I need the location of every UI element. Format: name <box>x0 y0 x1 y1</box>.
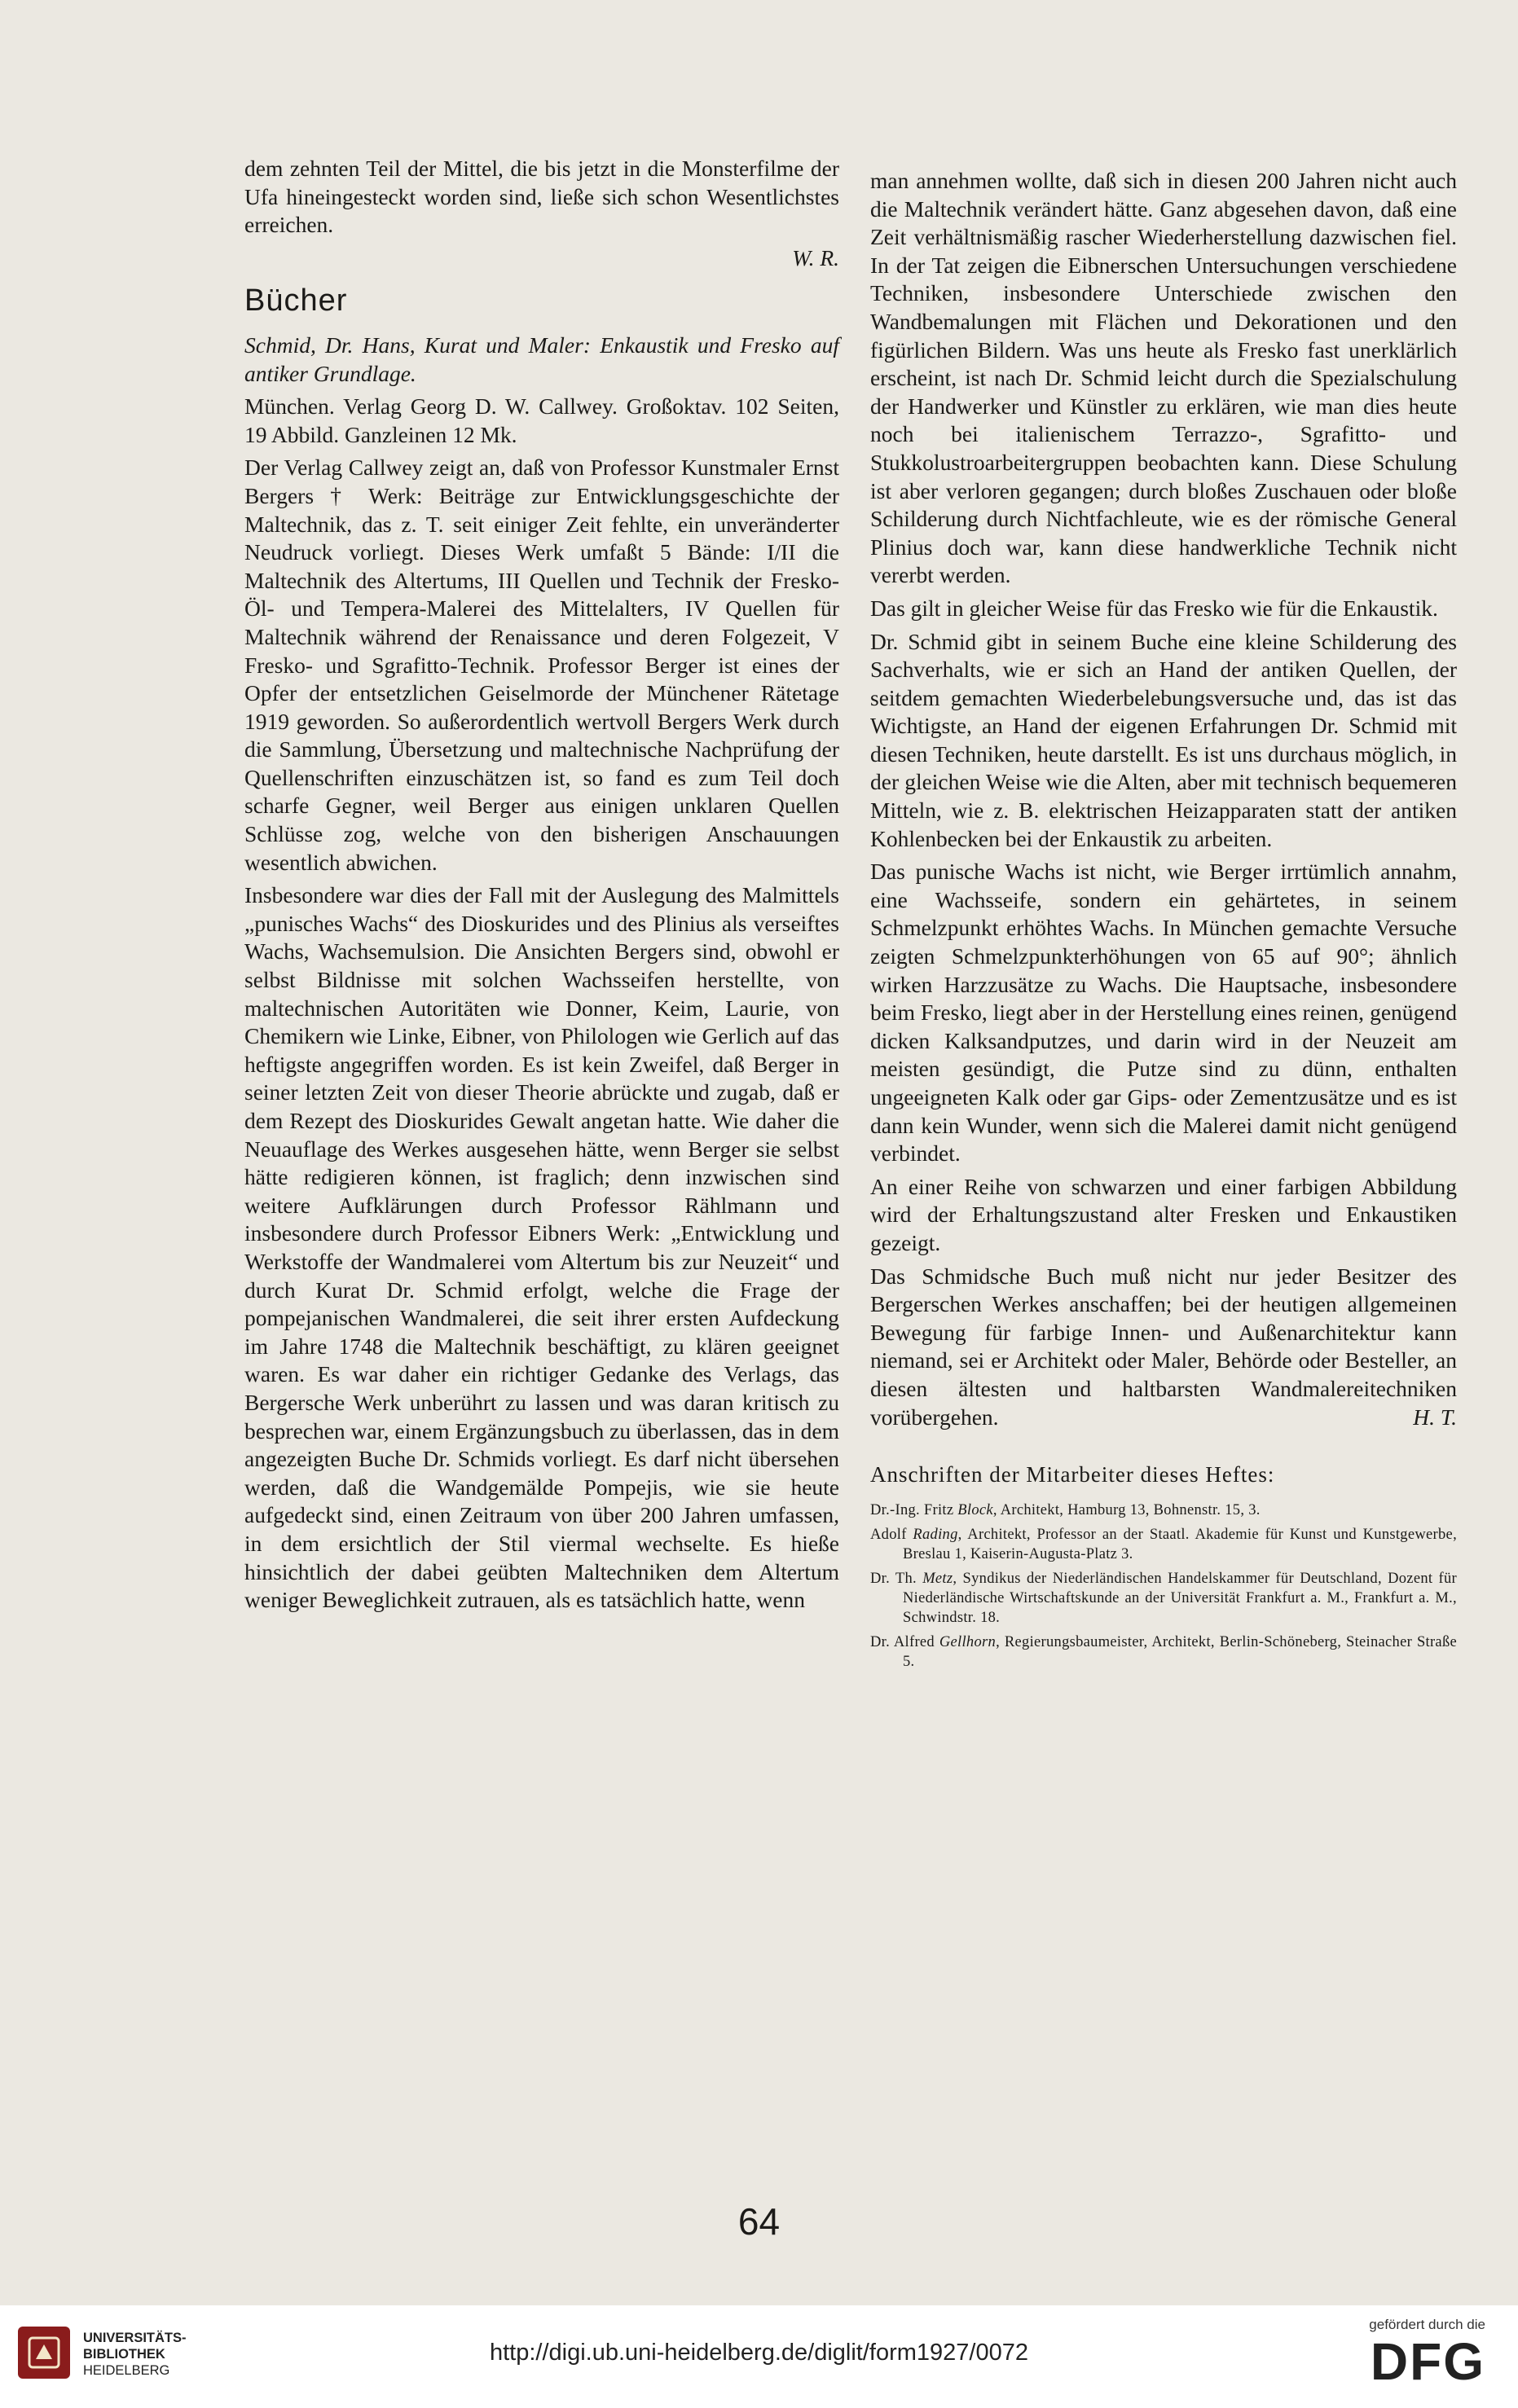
body-paragraph: Das gilt in gleicher Weise für das Fresko wie für die Enkaustik. <box>870 595 1438 621</box>
body-paragraph: An einer Reihe von schwarzen und einer farbigen Abbildung wird der Erhaltungszustand alter Fresken und Enkaustiken gezeigt. <box>870 1173 1457 1255</box>
final-paragraph <box>870 1263 1457 1432</box>
contributor-name: Rading <box>913 1526 958 1543</box>
contributor-name: Metz <box>922 1570 953 1587</box>
section-heading: Bücher <box>244 283 348 319</box>
contributor-details: , Architekt, Hamburg 13, Bohnenstr. 15, 3. <box>992 1501 1261 1518</box>
library-name-line: BIBLIOTHEK <box>83 2347 165 2362</box>
contributor-entry <box>870 1525 1457 1564</box>
contributor-prefix: Dr.-Ing. Fritz <box>870 1501 954 1518</box>
right-column <box>870 167 1457 1676</box>
contributors-section <box>870 1461 1457 1672</box>
source-url-link[interactable]: http://digi.ub.uni-heidelberg.de/diglit/form1927/0072 <box>489 2340 1028 2366</box>
book-reference: Schmid, Dr. Hans, Kurat und Maler: Enkaustik und Fresko auf antiker Grundlage. <box>244 332 839 386</box>
body-paragraph: man annehmen wollte, daß sich in diesen 200 Jahren nicht auch die Maltechnik verändert hätte. Ganz abgesehen davon, daß eine Zeit verhältnismäßig rascher Wiederherstellung dazwischen fiel. In der Tat zeigen die Eibnerschen Untersuchungen verschiedene Techniken, insbesondere Unterschiede zwischen den Wandbemalungen mit Flächen und Dekorationen und den figürlichen Bildern. Was uns heute als Fresko fast unerklärlich erscheint, ist nach Dr. Schmid leicht durch die Spezialschulung der Handwerker und Künstler zu erklären, wie man dies heute noch bei italienischem Terrazzo-, Sgrafitto- und Stukkolustroarbeitergruppen beobachten kann. Diese Schulung ist aber verloren gegangen; durch bloßes Zuschauen oder bloße Schilderung durch Nichtfachleute, wie es der römische General Plinius doch war, kann diese handwerkliche Technik nicht vererbt werden. <box>870 168 1457 588</box>
left-column <box>244 155 839 1619</box>
contributor-entry <box>870 1569 1457 1628</box>
library-name-line: UNIVERSITÄTS- <box>83 2331 187 2345</box>
final-paragraph-text: Das Schmidsche Buch muß nicht nur jeder Besitzer des Bergerschen Werkes anschaffen; bei der heutigen allgemeinen Bewegung für farbige Innen- und Außenarchitektur kann niemand, sei er Architekt oder Maler, Behörde oder Besteller, an diesen ältesten und haltbarsten Wandmalereitechniken vorübergehen. <box>870 1263 1457 1430</box>
intro-signature: W. R. <box>792 244 839 270</box>
body-paragraph: Der Verlag Callwey zeigt an, daß von Professor Kunstmaler Ernst Bergers † Werk: Beiträge zur Entwicklungsgeschichte der Maltechnik, das z. T. seit einiger Zeit fehlte, ein unveränderter Neudruck vorliegt. Dieses Werk umfaßt 5 Bände: I/II die Maltechnik des Altertums, III Quellen und Technik der Fresko-Öl- und Tempera-Malerei des Mittelalters, IV Quellen für Maltechnik während der Renaissance und deren Folgezeit, V Fresko- und Sgrafitto-Technik. Professor Berger ist eines der Opfer der entsetzlichen Geiselmorde der Münchener Rätetage 1919 geworden. So außerordentlich wertvoll Bergers Werk durch die Sammlung, Übersetzung und maltechnische Nachprüfung der Quellenschriften einzuschätzen ist, so fand es zum Teil doch scharfe Gegner, weil Berger aus einigen unklaren Quellen Schlüsse zog, welche von den bisherigen Anschauungen wesentlich abwichen. <box>244 455 839 875</box>
body-paragraph: Das punische Wachs ist nicht, wie Berger irrtümlich annahm, eine Wachsseife, sondern ein gehärtetes, in seinem Schmelzpunkt erhöhtes Wachs. In München gemachte Versuche zeigten Schmelzpunkterhöhungen von 65 auf 90°; ähnlich wirken Harzzusätze zu Wachs. Die Hauptsache, insbesondere beim Fresko, liegt aber in der Herstellung eines reinen, genügend dicken Kalksandputzes, und darin wird in der Neuzeit am meisten gesündigt, die Putze sind zu dünn, enthalten ungeeigneten Kalk oder gar Gips- oder Zementzusätze und es ist dann kein Wunder, wenn sich die Malerei damit nicht genügend verbindet. <box>870 859 1457 1167</box>
body-paragraph: München. Verlag Georg D. W. Callwey. Großoktav. 102 Seiten, 19 Abbild. Ganzleinen 12 Mk. <box>244 393 839 447</box>
contributors-title: Anschriften der Mitarbeiter dieses Heftes: <box>870 1462 1275 1487</box>
contributor-entry <box>870 1632 1457 1672</box>
library-name-line: HEIDELBERG <box>83 2363 170 2378</box>
contributor-prefix: Adolf <box>870 1526 907 1543</box>
contributor-prefix: Dr. Th. <box>870 1570 917 1587</box>
contributor-details: , Syndikus der Niederländischen Handelskammer für Deutschland, Dozent für Niederländische Wirtschaftskunde an der Universität Frankfurt a. M., Frankfurt a. M., Schwindstr. 18. <box>903 1570 1457 1626</box>
contributor-entry <box>870 1501 1457 1520</box>
intro-paragraph: dem zehnten Teil der Mittel, die bis jetzt in die Monsterfilme der Ufa hineingesteckt worden sind, ließe sich schon Wesentlichstes erreichen. <box>244 156 839 238</box>
funding-text: gefördert durch die <box>1369 2317 1485 2332</box>
contributor-name: Block <box>957 1501 993 1518</box>
contributor-details: , Architekt, Professor an der Staatl. Akademie für Kunst und Kunstgewerbe, Breslau 1, Kaiserin-Augusta-Platz 3. <box>903 1526 1457 1562</box>
body-paragraph: Dr. Schmid gibt in seinem Buche eine kleine Schilderung des Sachverhalts, wie er sich an Hand der antiken Quellen, der seitdem gemachten Wiederbelebungsversuche und, das ist das Wichtigste, an Hand der eigenen Erfahrungen Dr. Schmid mit diesen Techniken, heute darstellt. Es ist uns durchaus möglich, in der gleichen Weise wie die Alten, aber mit technisch bequemeren Mitteln, wie z. B. elektrischen Heizapparaten statt der antiken Kohlenbecken bei der Enkaustik zu arbeiten. <box>870 628 1457 851</box>
final-signature: H. T. <box>1413 1404 1457 1430</box>
contributor-prefix: Dr. Alfred <box>870 1633 935 1650</box>
dfg-funding-logo[interactable] <box>1339 2317 1485 2390</box>
page-number: 64 <box>737 2200 781 2243</box>
contributor-details: , Regierungsbaumeister, Architekt, Berlin-Schöneberg, Steinacher Straße 5. <box>903 1633 1458 1670</box>
dfg-logo-text: DFG <box>1370 2332 1485 2391</box>
body-paragraph: Insbesondere war dies der Fall mit der Auslegung des Malmittels „punisches Wachs“ des Dioskurides und des Plinius als verseiftes Wachs, Wachsemulsion. Die Ansichten Bergers sind, obwohl er selbst Bildnisse mit solchen Wachsseifen herstellte, von maltechnischen Autoritäten wie Donner, Keim, Laurie, von Chemikern wie Linke, Eibner, von Philologen wie Gerlich auf das heftigste angegriffen worden. Es ist kein Zweifel, daß Berger in seiner letzten Zeit von dieser Theorie abrückte und zugab, daß er dem Rezept des Dioskurides Gewalt angetan hatte. Wie daher die Neuauflage des Werkes ausgesehen hätte, wenn Berger sie selbst hätte redigieren können, ist fraglich; denn inzwischen sind weitere Aufklärungen durch Professor Rählmann und insbesondere durch Professor Eibners Werk: „Entwicklung und Werkstoffe der Wandmalerei vom Altertum bis zur Neuzeit“ und durch Kurat Dr. Schmid erfolgt, welche die Frage der pompejanischen Wandmalerei, die seit ihrer ersten Aufdeckung im Jahre 1748 die Maltechnik beschäftigt, zu klären geeignet waren. Es war daher ein richtiger Gedanke des Verlags, das Bergersche Werk unberührt zu lassen und was daran kritisch zu besprechen war, einem Ergänzungsbuch zu überlassen, das in dem angezeigten Buche Dr. Schmids vorliegt. Es darf nicht übersehen werden, daß die Wandgemälde Pompejis, wie sie heute aufgedeckt sind, einen Zeitraum von über 200 Jahren umfassen, in dem ersichtlich der Stil viermal wechselte. Es hieße hinsichtlich der dabei geübten Maltechniken dem Altertum weniger Beweglichkeit zutrauen, als es tatsächlich hatte, wenn <box>244 882 839 1613</box>
footer-bar <box>0 2305 1518 2408</box>
contributor-name: Gellhorn <box>939 1633 997 1650</box>
